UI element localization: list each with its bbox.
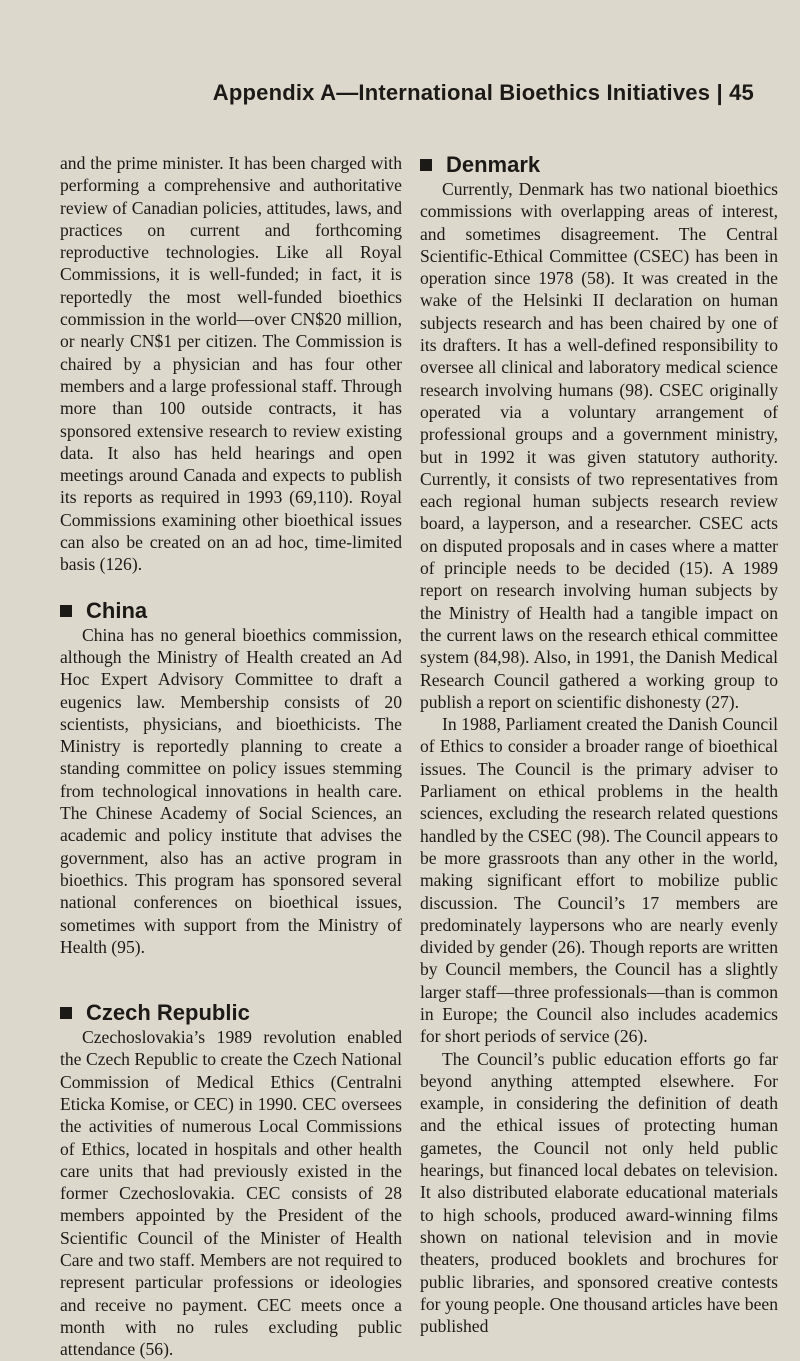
left-column bbox=[60, 152, 402, 1361]
denmark-paragraph-3: The Council’s public education efforts go far beyond anything attempted elsewhere. For example, in considering the definition of death and the ethical issues of protecting human gametes, the Council not only held public hearings, but financed local debates on television. It also distributed elaborate educational materials to high schools, produced award-winning films shown on national television and in movie theaters, produced booklets and brochures for public libraries, and sponsored creative contests for young people. One thousand articles have been published bbox=[420, 1048, 778, 1337]
right-column bbox=[420, 152, 778, 1337]
square-bullet-icon bbox=[420, 159, 432, 171]
canada-continued-paragraph: and the prime minister. It has been charged with performing a comprehensive and authoritative review of Canadian policies, attitudes, laws, and practices on current and forthcoming reproductive technologies. Like all Royal Commissions, it is well-funded; in fact, it is reportedly the most well-funded bioethics commission in the world—over CN$20 million, or nearly CN$1 per citizen. The Commission is chaired by a physician and has four other members and a large professional staff. Through more than 100 outside contracts, it has sponsored extensive research to review existing data. It also has held hearings and open meetings around Canada and expects to publish its reports as required in 1993 (69,110). Royal Commissions examining other bioethical issues can also be created on an ad hoc, time-limited basis (126). bbox=[60, 153, 402, 575]
section-title-czech-republic: Czech Republic bbox=[86, 1000, 250, 1026]
china-paragraph: China has no general bioethics commission, although the Ministry of Health created an Ad Hoc Expert Advisory Committee to draft a eugenics law. Membership consists of 20 scientists, physicians, and bioethicists. The Ministry is reportedly planning to create a standing committee on policy issues stemming from technological innovations in health care. The Chinese Academy of Social Sciences, an academic and policy institute that advises the government, also has an active program in bioethics. This program has sponsored several national conferences on bioethical issues, sometimes with support from the Ministry of Health (95). bbox=[60, 624, 402, 957]
section-title-china: China bbox=[86, 597, 148, 623]
square-bullet-icon bbox=[60, 605, 72, 617]
section-heading-china bbox=[60, 598, 402, 624]
page-number: 45 bbox=[729, 80, 754, 105]
section-heading-denmark bbox=[420, 152, 778, 178]
denmark-paragraph-2: In 1988, Parliament created the Danish Council of Ethics to consider a broader range of bioethical issues. The Council is the primary adviser to Parliament on ethical problems in the health sciences, excluding the research related questions handled by the CSEC (98). The Council appears to be more grassroots than any other in the world, making significant effort to mobilize public discussion. The Council’s 17 members are predominately laypersons who are nearly evenly divided by gender (26). Though reports are written by Council members, the Council has a slightly larger staff—three professionals—than is common in Europe; the Council also includes academics for short periods of service (26). bbox=[420, 714, 778, 1047]
denmark-paragraph-1: Currently, Denmark has two national bioethics commissions with overlapping areas of interest, and sometimes disagreement. The Central Scientific-Ethical Committee (CSEC) has been in operation since 1978 (58). It was created in the wake of the Helsinki II declaration on human subjects research and has been chaired by one of its drafters. It has a well-defined responsibility to oversee all clinical and laboratory medical science research involving humans (98). CSEC originally operated via a voluntary arrangement of professional groups and a government ministry, but in 1992 it was given statutory authority. Currently, it consists of two representatives from each regional human subjects research review board, a layperson, and a researcher. CSEC acts on disputed proposals and in cases where a matter of principle needs to be decided (15). A 1989 report on research involving human subjects by the Ministry of Health had a tangible impact on the current laws on the research ethical committee system (84,98). Also, in 1991, the Danish Medical Research Council gathered a working group to publish a report on scientific dishonesty (27). bbox=[420, 179, 778, 712]
section-title-denmark: Denmark bbox=[446, 152, 541, 177]
square-bullet-icon bbox=[60, 1007, 72, 1019]
czech-paragraph: Czechoslovakia’s 1989 revolution enabled the Czech Republic to create the Czech National Commission of Medical Ethics (Centralni Eticka Komise, or CEC) in 1990. CEC oversees the activities of numerous Local Commissions of Ethics, located in hospitals and other health care units that had previously existed in the former Czechoslovakia. CEC consists of 28 members appointed by the President of the Scientific Council of the Minister of Health Care and two staff. Members are not required to represent particular professions or ideologies and receive no payment. CEC meets once a month with no rules excluding public attendance (56). bbox=[60, 1027, 402, 1360]
running-header bbox=[213, 80, 754, 106]
header-separator: | bbox=[716, 80, 723, 105]
section-heading-czech-republic bbox=[60, 1000, 402, 1026]
running-title: Appendix A—International Bioethics Initiatives bbox=[212, 80, 711, 105]
